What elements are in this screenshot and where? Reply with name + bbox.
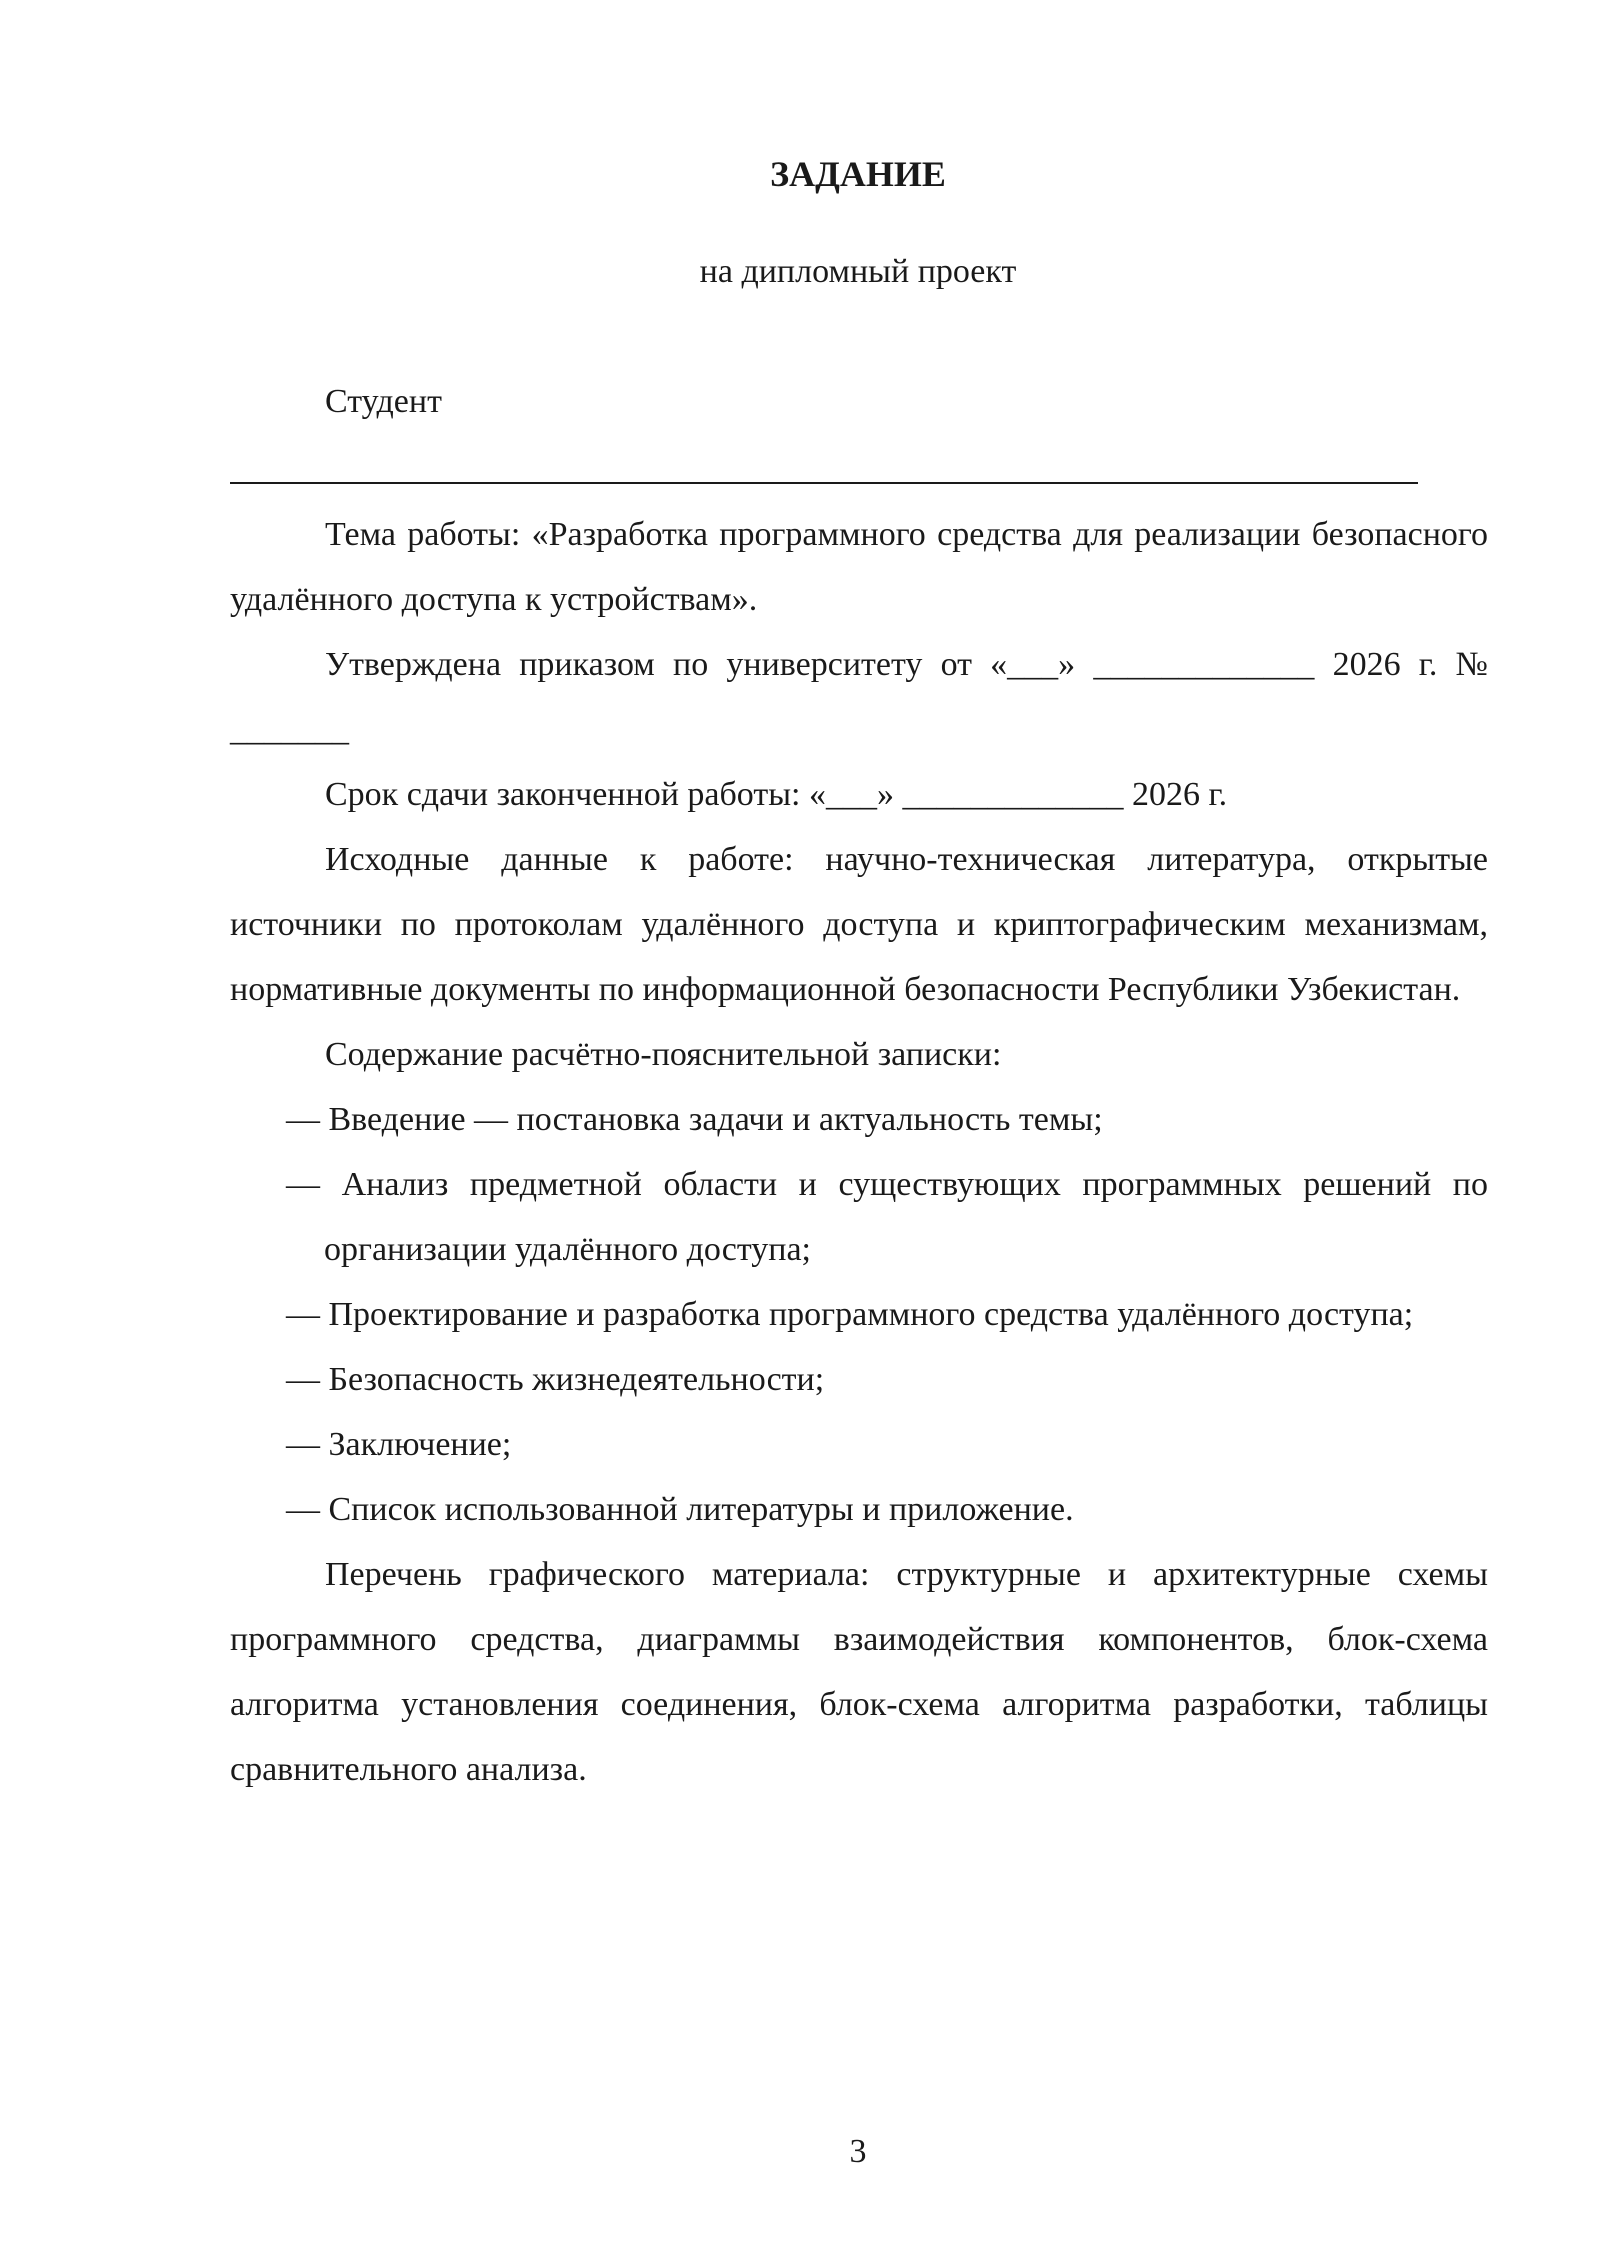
list-item: — Анализ предметной области и существующих программных решений по организации удалённого доступа;: [286, 1166, 1488, 1268]
document-body: [230, 502, 1488, 1802]
list-item: — Заключение;: [286, 1426, 512, 1463]
source-data-paragraph: Исходные данные к работе: научно-техническая литература, открытые источники по протоколам удалённого доступа и криптографическим механизмам, нормативные документы по информационной безопасности Республики Узбекистан.: [230, 841, 1488, 1008]
page-number: 3: [849, 2133, 867, 2170]
student-label: Студент: [325, 383, 442, 420]
document-title: ЗАДАНИЕ: [770, 154, 946, 194]
student-name-line: [230, 482, 1418, 484]
list-item: — Список использованной литературы и приложение.: [286, 1491, 1074, 1528]
contents-list: [230, 1087, 1488, 1542]
document-subtitle: на дипломный проект: [699, 253, 1017, 290]
list-item: — Введение — постановка задачи и актуальность темы;: [286, 1101, 1103, 1138]
list-item: — Проектирование и разработка программного средства удалённого доступа;: [286, 1296, 1414, 1333]
topic-paragraph: Тема работы: «Разработка программного средства для реализации безопасного удалённого доступа к устройствам».: [230, 516, 1488, 618]
approval-paragraph: Утверждена приказом по университету от «___» _____________ 2026 г. № _______: [230, 646, 1488, 748]
graphics-paragraph: Перечень графического материала: структурные и архитектурные схемы программного средства, диаграммы взаимодействия компонентов, блок-схема алгоритма установления соединения, блок-схема алгоритма разработки, таблицы сравнительного анализа.: [230, 1556, 1488, 1788]
deadline-paragraph: Срок сдачи законченной работы: «___» _____________ 2026 г.: [325, 776, 1228, 813]
contents-header: Содержание расчётно-пояснительной записки:: [325, 1036, 1002, 1073]
list-item: — Безопасность жизнедеятельности;: [286, 1361, 825, 1398]
